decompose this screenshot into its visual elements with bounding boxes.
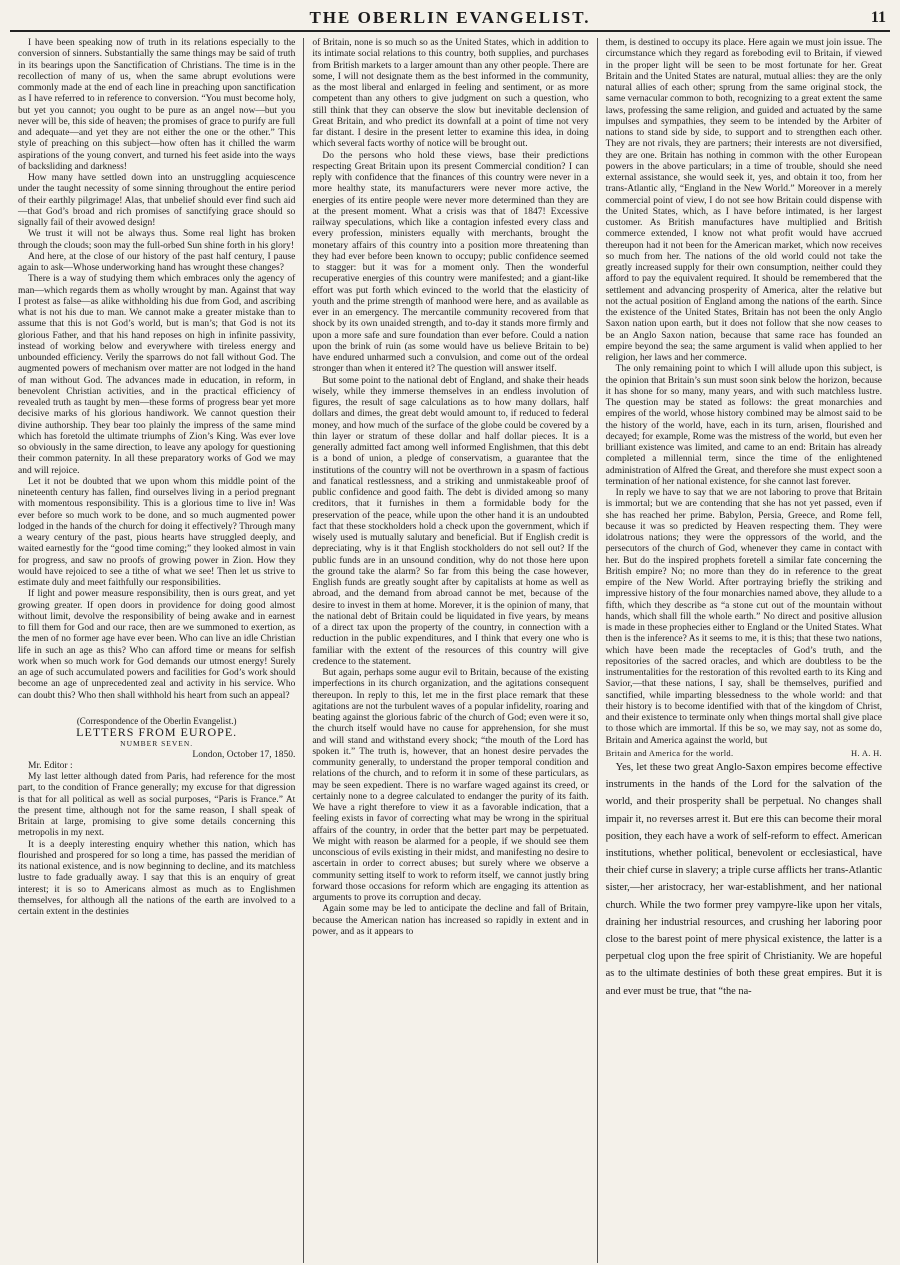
- column-2: [303, 38, 596, 1263]
- correspondence-note: (Correspondence of the Oberlin Evangelist.): [76, 715, 237, 726]
- page-header: [10, 6, 890, 32]
- section-spacer: [18, 702, 295, 716]
- editorial-paragraph: Yes, let these two great Anglo-Saxon empires become effective instruments in the hands of the Lord for the salvation of the world, and their prosperity shall be perpetual. No changes shall impair it, no reverses arrest it. But ere this can become their moral position, they each have a work of self-reform to effect. American institutions, whether political, benevolent or ecclesiastical, have their chief curse in slavery; a triple curse afflicts her trans-Atlantic sister,—her aristocracy, her war-establishment, and her national church. While the two former prey vampyre-like upon her vitals, draining her industrial resources, and crushing her laboring poor close to the barest point of mere physical existence, the latter is a perpetual clog upon the free spirit of Christianity. We are hopeful as to the ultimate destinies of both these great empires. But it is and ever must be true, that “the na-: [605, 762, 882, 997]
- paragraph: of Britain, none is so much so as the United States, which in addition to its intimate social relations to this country, both supplies, and purchases from British markets to a larger amount than any other people. There are some, I will not designate them as the best informed in the community, as the most liberal and enlarged in feeling and sentiment, or as more competent than any others to give judgment on such a question, who still think that they can observe the slow but inevitable declension of Great Britain, and who predict its downfall at a point of time not very far distant. I desire in the present letter to examine this idea, in doing which several facts worthy of notice will be brought out.: [312, 38, 589, 150]
- paragraph: Do the persons who hold these views, base their predictions respecting Great Britain upon its present Commercial condition? I can reply with confidence that the finances of this country were never in a more healthy state, its manufacturers were never more active, the energies of its entire people were never more determined than they are at the present moment. What a crisis was that of 1847! Excessive railway speculations, which like a contagion infested every class and every profession, ministers equally with merchants, brought the monetary affairs of this country into a position more threatening than they had ever before been known to occupy; public confidence seemed to stagger: but it was for a moment only. Then the wonderful recuperative energies of this country were manifested; and a giant-like effort was put forth which evinced to the world that the elasticity of youth and the prime strength of manhood were here, and as available as ever in an emergency. The mercantile community recovered from that shock by its own unaided strength, and to-day it stands more firmly and upon a more safe and sure foundation than ever before. Could a nation upon the brink of ruin (as some would have us believe Britain to be) have endured unharmed such a convulsion, and come out of the ordeal stronger than when it entered it? The question will answer itself.: [312, 150, 589, 375]
- paragraph: them, is destined to occupy its place. Here again we must join issue. The circumstance which they regard as foreboding evil to Britain, if viewed in the proper light will be seen to be most fortunate for her. Great Britain and the United States are natural, mutual allies: they are the only natural allies of each other; sprung from the same original stock, the same vernacular common to both, recognizing to a great extent the same laws, professing the same religion, and guided and actuated by the same impulses and sympathies, they seem to be intended by the Arbiter of nations to stand side by side, to support and to strengthen each other. They are not rivals, they are partners; their interests are not diversified, they are one. Britain has nothing in common with the other European powers in the above particulars; in a time of trouble, should she need external assistance, she would seek it, yes, and obtain it too, from her trans-Atlantic ally, “England in the New World.” Moreover in a merely commercial point of view, I do not see how Britain could dispense with the United States, which, as I have before intimated, is her largest customer. As British manufactures have multiplied and British commerce extended, I know not what profit would have accrued thereupon had it not been for the American market, which now receives so much from her. The nations of the old world could not take the greatly increased supply for their own consumption, neither could they afford to pay the equivalent required. It should be remembered that the settlement and advancing prosperity of America, alter the relative but not the actual position of England among the nations of the earth. Since the existence of the United States, Britain has not been the only Anglo Saxon nation upon earth, but it does not follow that she now ceases to be an Anglo Saxon nation, because that same race has founded an empire beyond the sea; the same argument is valid when applied to her religion, her laws and her commerce.: [605, 38, 882, 363]
- paragraph: But again, perhaps some augur evil to Britain, because of the existing imperfections in its church organization, and the agitations consequent thereupon. In reply to this, let me in the first place remark that these agitations are not the turbulent waves of a popular infidelity, roaring and beating against the glorious fabric of the church of God; even were it so, the church itself would have no cause for apprehension, for she must and will stand and withstand every shock; “the mouth of the Lord has spoken it.” The truth is, however, that an honest desire pervades the community generally, to understand the proper temporal condition and relations of the church, and to reform it in some of these particulars, as may be seen expedient. There is no warfare waged against its creed, or certainly none to a degree calculated to endanger the purity of its faith. We have a right therefore to view it as a favorable indication, that a feeling exists in favor of correcting what may be wrong in the spiritual affairs of the country, in order that the better part may be perpetuated. We might with reason be alarmed for a people, if we should see them unconscious of evils existing in their midst, and manifesting no desire to ascertain in order to correct abuses; but surely where we observe a community setting itself to work to reform itself, we cannot justly bring forward those occasions for reform which are engaging its attention as arguments to prove its corruption and decay.: [312, 668, 589, 903]
- paragraph: My last letter although dated from Paris, had reference for the most part, to the condition of France generally; my excuse for that digression is that for all political as well as social purposes, “Paris is France.” At the present time, although not for the same reason, I shall speak of Britain at large, promising to give some details concerning this metropolis in my next.: [18, 772, 296, 839]
- letter-salutation: Mr. Editor :: [28, 760, 73, 771]
- column-1: [10, 38, 303, 1263]
- paragraph: I have been speaking now of truth in its relations especially to the conversion of sinners. Substantially the same things may be said of truth in its bearings upon the Sanctification of Christians. The time is in the recollection of many of us, when the same abrupt evolutions were commonly made at the end of each line in preaching upon sanctification as I have referred to in reference to conversion. “You must become holy, but yet you cannot; you ought to be pure as an angel now—but you never will be, this side of heaven; the promises of grace to purify are full and adequate—and yet they are not either the one or the other.” This style of preaching on this subject—how often has it chilled the warm aspirations of the young convert, and turned his feet aside into the ways of backsliding and darkness!: [18, 38, 296, 172]
- letters-title: LETTERS FROM EUROPE.: [76, 725, 238, 739]
- paragraph: If light and power measure responsibility, then is ours great, and yet growing greater. If open doors in providence for doing good almost without limit, devolve the responsibility of being awake and in earnest to fill them for God and our race, then are we summoned to exertion, as the men of no former age have ever been. Who can live an idle Christian life in such an age as this? Who can afford time or means for selfish work when so much work for God demands our utmost energy! Surely an age of such accumulated powers and facilities for God’s work should become an age of unprecedented zeal and activity in his service. Who can doubt this? Who then shall withhold his heart from such an appeal?: [18, 589, 296, 701]
- paragraph: We trust it will not be always thus. Some real light has broken through the clouds; soon may the full-orbed Sun shine forth in his glory!: [18, 229, 296, 251]
- author-initials: H. A. H.: [851, 747, 882, 758]
- paragraph: But some point to the national debt of England, and shake their heads wisely, while they immerse themselves in an endless involution of figures, the result of sage calculations as to how many dollars, half dollars and dimes, the great debt would amount to, if reduced to federal money, and how much of the surface of the globe could be covered by a thin layer or stratum of these dollar and half dollar pieces. It is a generally admitted fact among well informed Englishmen, that this debt is a bond of union, a pledge of conservatism, a guarantee that the institutions of the country will not be overthrown in a spasm of factious and fanatical restlessness, and a striking and unmistakeable proof of public confidence and good faith. The debt is divided among so many creditors, that it furnishes in them a formidable body for the preservation of the peace, while upon the other hand it is an undoubted fact that these stockholders hold a check upon the government, which if wisely used is mutually salutary and beneficial. But if English credit is depreciating, why is it that English stockholders do not sell out? If the public funds are in an unsound condition, why do not those here upon the ground take the alarm? So far from this being the case however, English funds are greatly sought after by capitalists at home as well as abroad, and the demand from abroad cannot be met, because of the desire to invest in them at home. Morever, it is the opinion of many, that the national debt of Britain could be liquidated in five years, by means of a direct tax upon the property of the country, in connection with a reduction in the public expenditures, and I think that every one who is familiar with the extent of the resources of this country will give credence to the statement.: [312, 375, 589, 667]
- columns: [10, 38, 890, 1263]
- paragraph: In reply we have to say that we are not laboring to prove that Britain is immortal; but we are contending that she has not yet passed, even if she has reached her prime. Babylon, Persia, Greece, and Rome fell, because it was so predicted by Heaven respecting them. They were idolatrous nations; they were the oppressors of the world, and the persecutors of the church of God, whenever they came in contact with her. But do the inspired prophets foretell a similar fate concerning the British empire? No; no more than they do in reference to the great empire of the New World. After portraying briefly the striking and impressive history of the four monarchies named above, they allude to a fifth, which they describe as “a stone cut out of the mountain without hands, which shall fill the whole earth.” No direct and positive allusion is made in these prophecies either to England or the United States. What then is the inference? As it seems to me, it is this; that these two nations, which have been made the receptacles of God’s truth, and the repositories of the sacred oracles, and which are doubtless to be the instrumentalities for the restoration of this revolted earth to its King and Savior,—that these nations, I say, shall be themselves, purified and sanctified, while imparting blessedness to the whole world: and that their history is to become identified with that of the kingdom of Christ, and their existence to terminate only when things mortal shall give place to those which are immortal. If this be so, we may say, not as some do, Britain and America against the world, but: [605, 488, 882, 746]
- masthead-title: THE OBERLIN EVANGELIST.: [309, 8, 591, 27]
- paragraph: The only remaining point to which I will allude upon this subject, is the opinion that Britain’s sun must soon sink below the horizon, because it has shone for so many, many years, and with such matchless lustre. The question may be stated as follows: the great monarchies and empires of the world, whose history combined may be almost said to be the history of the world, have, each in its turn, arisen, flourished and decayed; for example, Rome was the mistress of the world, but even her brilliant existence was limited, and came to an end: Britain has already completed a millennial term, since the time of the enlightened administration of Alfred the Great, and therefore she must expect soon a termination of her national existence, for she cannot last forever.: [605, 364, 882, 487]
- letter-number: NUMBER SEVEN.: [120, 739, 194, 749]
- letter-dateline: London, October 17, 1850.: [192, 749, 296, 760]
- page-number: 11: [870, 9, 886, 26]
- signoff-motto: Britain and America for the world.: [605, 747, 734, 758]
- paragraph: There is a way of studying them which embraces only the agency of man—which regards them as wholly wrought by man. Against that way I protest as false—as alike withholding his due from God, and ascribing what is not his due to man. We cannot make a greater mistake than to assume that this is not God’s world, but is man’s; that God is not its glorious Father, and that his hand reposes on high in infinite passivity, instead of working below and everywhere with tireless energy and unbounded efficiency. Verily the sparrows do not fall without God. The augmented powers of mechanism over matter are not lodged in the hand of man without God. The advances made in education, in reform, in benevolent Christian activities, and in the practical efficiency of revealed truth as taught by men—these forms of progress bear yet more decisive marks of his glorious handiwork. We cannot question their divine authorship. They bear too plainly the impress of the same mind which has foretold the ultimate triumphs of Zion’s King. Was ever love so obviously in the same direction, to leave any apology for questioning their common paternity. In all these preparatory works of God we may and will rejoice.: [18, 274, 296, 476]
- paragraph: How many have settled down into an unstruggling acquiescence under the taught necessity of some sinning throughout the entire period of their earthly pilgrimage! Alas, that unbelief should ever find such aid—that God’s broad and rich promises of sanctifying grace should so signally fail of their avowed design!: [18, 173, 296, 228]
- paragraph: And here, at the close of our history of the past half century, I pause again to ask—Whose underworking hand has wrought these changes?: [18, 251, 296, 273]
- paragraph: Let it not be doubted that we upon whom this middle point of the nineteenth century has fallen, find ourselves living in a period pregnant with momentous responsibility. This is a glorious time to live in! Was ever before so much work to be done, and so much augmented power lodged in the hands of the church for doing it effectively? Through many a weary century of the past, pious hearts have struggled deeply, and waited earnestly for the “good time coming;” they looked almost in vain for progress, and saw no proofs of growing power in Zion. How they would have rejoiced to see a tithe of what we see! Then let us strive to estimate duly and meet faithfully our responsibilities.: [18, 476, 296, 588]
- letter-signoff: [606, 748, 882, 759]
- column-3: [597, 38, 890, 1263]
- paragraph: Again some may be led to anticipate the decline and fall of Britain, because the American nation has increased so rapidly in extent and in power, and as it appears to: [312, 904, 589, 937]
- paragraph: It is a deeply interesting enquiry whether this nation, which has flourished and prospered for so long a time, has passed the meridian of its national existence, and is now beginning to decline, and its matchless lustre to fade gradually away. I say that this is an enquiry of great interest; it is so to Americans almost as much as to Englishmen themselves, for although all the nations of the earth are involved to a certain extent in the destinies: [18, 839, 296, 917]
